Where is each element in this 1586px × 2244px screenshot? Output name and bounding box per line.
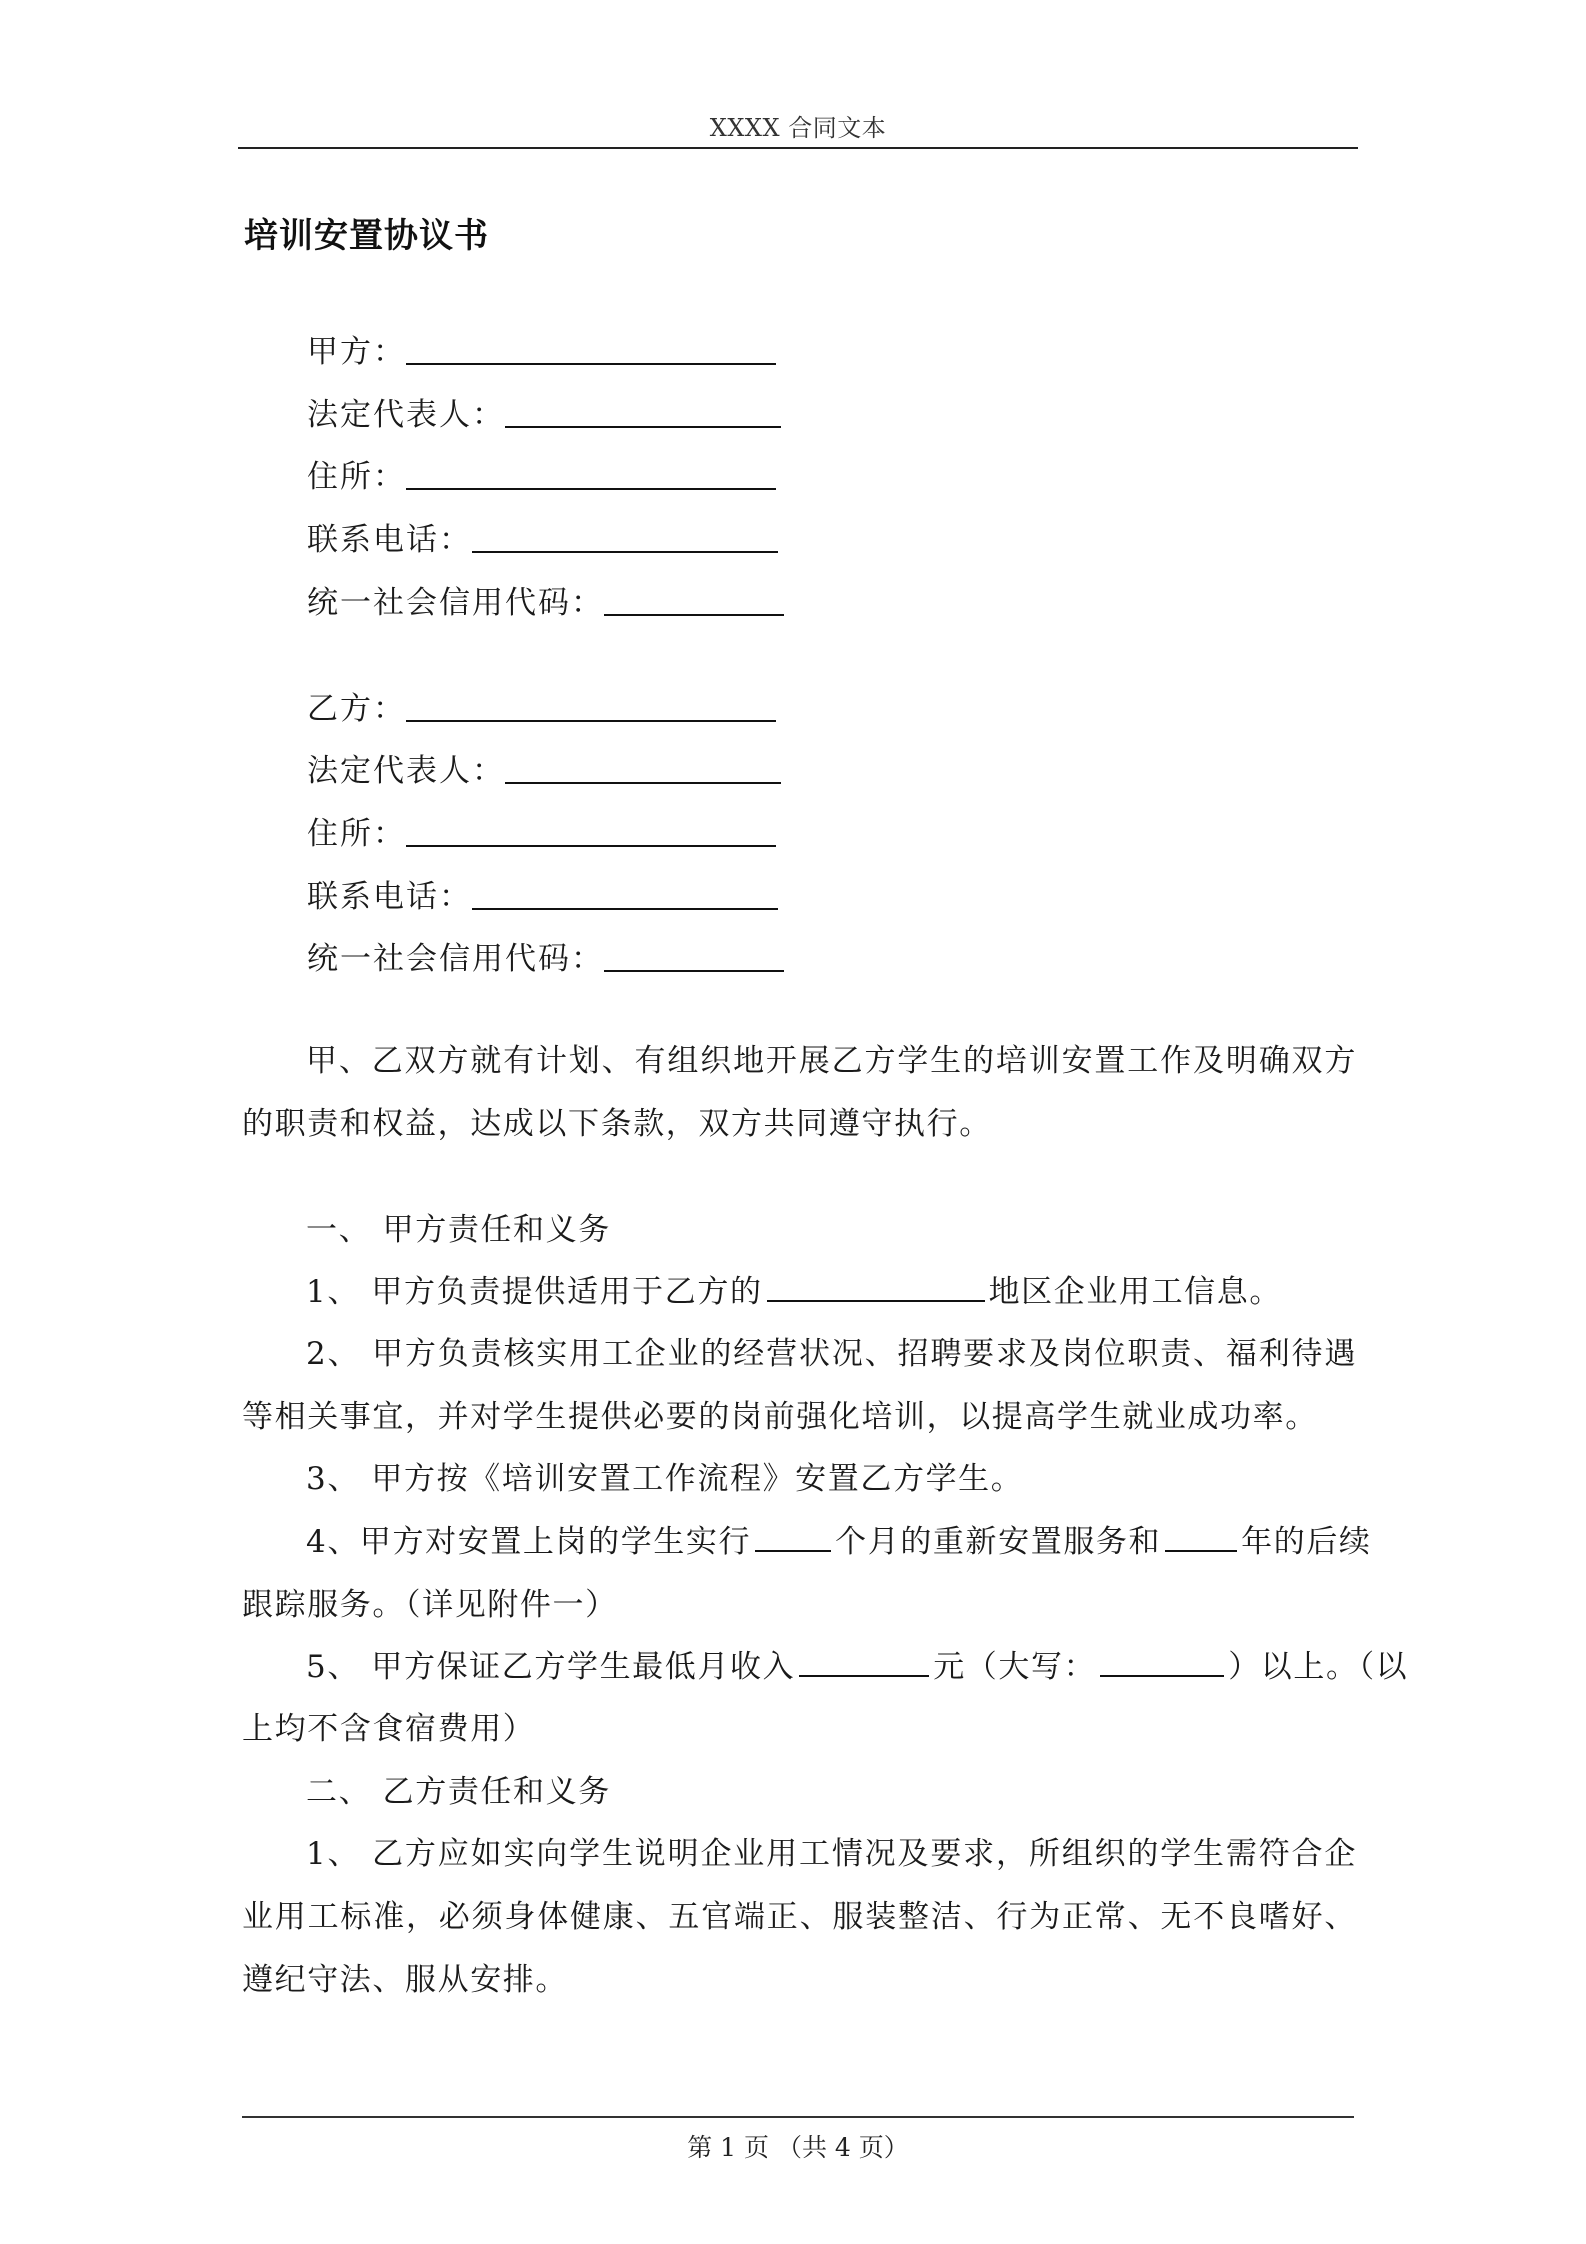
- section-1-item-4-cont: 跟踪服务。（详见附件一）: [242, 1587, 618, 1623]
- party-b-credit-field: [307, 934, 784, 978]
- party-a-rep-blank[interactable]: [505, 426, 781, 428]
- party-a-address-label: 住所：: [307, 459, 406, 495]
- party-a-credit-blank[interactable]: [604, 614, 784, 616]
- party-b-credit-blank[interactable]: [604, 970, 784, 972]
- section-1-item-5-text-c: ）以上。（以: [1228, 1649, 1409, 1685]
- income-capital-blank[interactable]: [1100, 1645, 1224, 1677]
- party-a-address-field: [307, 452, 776, 496]
- section-1-item-5-text-b: 元（大写：: [933, 1649, 1097, 1685]
- document-title: 培训安置协议书: [244, 216, 489, 256]
- party-b-name-blank[interactable]: [406, 720, 776, 722]
- party-a-credit-label: 统一社会信用代码：: [307, 585, 604, 621]
- min-income-blank[interactable]: [799, 1645, 929, 1677]
- months-blank[interactable]: [755, 1520, 831, 1552]
- party-b-phone-field: [307, 872, 778, 916]
- section-1-item-4-text-a: 4、甲方对安置上岗的学生实行: [306, 1524, 752, 1560]
- party-a-phone-blank[interactable]: [472, 551, 778, 553]
- party-a-name-label: 甲方：: [307, 334, 406, 370]
- section-1-item-5-cont: 上均不含食宿费用）: [242, 1711, 536, 1747]
- section-1-heading: 一、 甲方责任和义务: [306, 1212, 611, 1248]
- section-1-item-1-text-a: 1、 甲方负责提供适用于乙方的: [306, 1274, 763, 1310]
- party-b-address-field: [307, 809, 776, 853]
- section-1-item-4: [306, 1520, 1372, 1564]
- running-header: XXXX 合同文本: [709, 114, 887, 142]
- intro-paragraph: 甲、乙双方就有计划、有组织地开展乙方学生的培训安置工作及明确双方的职责和权益，达成以下条款，双方共同遵守执行。: [242, 1043, 1357, 1142]
- section-1-item-1-text-b: 地区企业用工信息。: [988, 1274, 1282, 1310]
- section-1-item-5: [306, 1645, 1408, 1689]
- section-2-heading: 二、 乙方责任和义务: [306, 1774, 611, 1810]
- party-b-phone-label: 联系电话：: [307, 879, 472, 915]
- party-a-phone-field: [307, 515, 778, 559]
- region-blank[interactable]: [767, 1270, 985, 1302]
- party-b-name-label: 乙方：: [307, 691, 406, 727]
- party-a-rep-label: 法定代表人：: [307, 397, 505, 433]
- section-2-item-1: 1、 乙方应如实向学生说明企业用工情况及要求，所组织的学生需符合企业用工标准，必须身体健康、五官端正、服装整洁、行为正常、无不良嗜好、遵纪守法、服从安排。: [242, 1836, 1357, 1998]
- party-b-rep-label: 法定代表人：: [307, 753, 505, 789]
- party-b-rep-field: [307, 746, 781, 790]
- section-1-item-2: 2、 甲方负责核实用工企业的经营状况、招聘要求及岗位职责、福利待遇等相关事宜，并对学生提供必要的岗前强化培训，以提高学生就业成功率。: [242, 1336, 1357, 1435]
- party-b-rep-blank[interactable]: [505, 782, 781, 784]
- party-a-credit-field: [307, 578, 784, 622]
- section-1-item-1: [306, 1270, 1282, 1314]
- section-1-item-5-text-a: 5、 甲方保证乙方学生最低月收入: [306, 1649, 796, 1685]
- footer-rule: [242, 2116, 1354, 2118]
- party-b-phone-blank[interactable]: [472, 908, 778, 910]
- party-a-address-blank[interactable]: [406, 488, 776, 490]
- party-b-address-label: 住所：: [307, 816, 406, 852]
- party-a-phone-label: 联系电话：: [307, 522, 472, 558]
- header-rule: [238, 147, 1358, 149]
- section-1-item-4-text-c: 年的后续: [1241, 1524, 1372, 1560]
- party-b-address-blank[interactable]: [406, 845, 776, 847]
- party-a-name-blank[interactable]: [406, 363, 776, 365]
- party-b-credit-label: 统一社会信用代码：: [307, 941, 604, 977]
- party-a-rep-field: [307, 390, 781, 434]
- section-1-item-4-text-b: 个月的重新安置服务和: [835, 1524, 1162, 1560]
- party-b-name-field: [307, 684, 776, 728]
- section-1-item-3: 3、 甲方按《培训安置工作流程》安置乙方学生。: [306, 1461, 1024, 1497]
- page-number: 第 1 页 （共 4 页）: [687, 2133, 909, 2162]
- party-a-name-field: [307, 327, 776, 371]
- years-blank[interactable]: [1165, 1520, 1237, 1552]
